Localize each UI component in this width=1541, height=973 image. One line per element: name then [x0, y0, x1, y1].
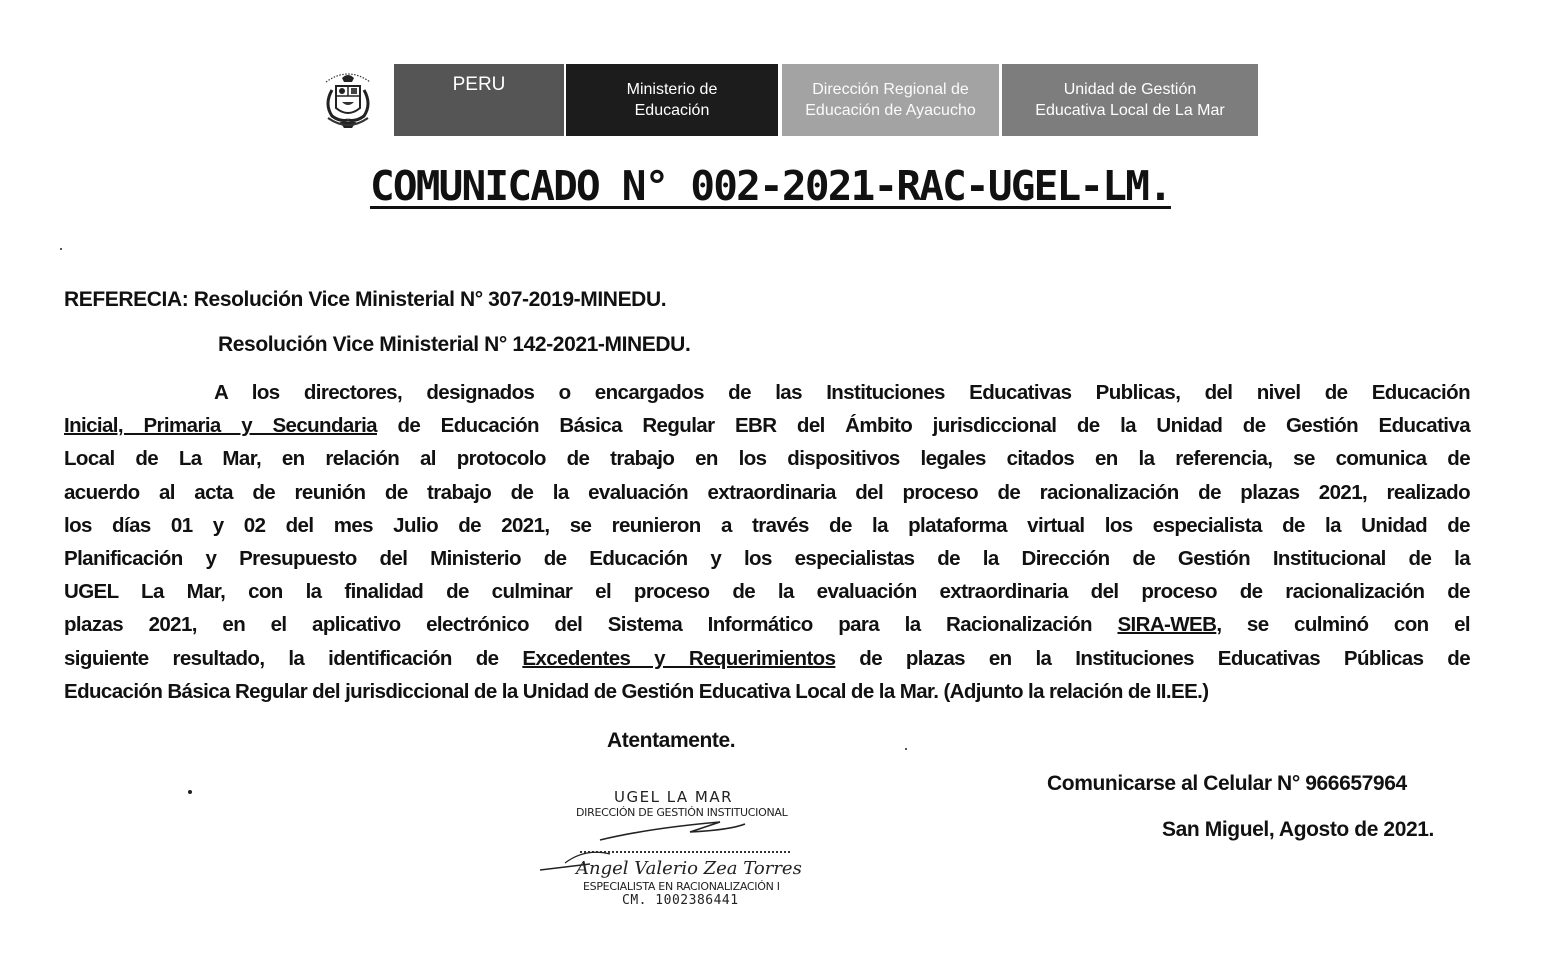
stamp-dept: DIRECCIÓN DE GESTIÓN INSTITUCIONAL: [576, 806, 788, 819]
band-text: Educativa Local de La Mar: [1035, 102, 1225, 119]
body-line: A los directores, designados o encargados de las Instituciones Educativas Publicas, del nivel de Educación: [214, 381, 1470, 404]
body-line: Planificación y Presupuesto del Ministerio de Educación y los especialistas de la Dirección de Gestión Institucional de la: [64, 547, 1470, 571]
body-paragraph: [64, 376, 1470, 708]
band-text: Ministerio de: [626, 81, 718, 98]
stamp-role: ESPECIALISTA EN RACIONALIZACIÓN I: [583, 880, 780, 893]
body-text: de plazas en la Instituciones Educativas Públicas de: [835, 646, 1471, 670]
body-line: Local de La Mar, en relación al protocolo de trabajo en los dispositivos legales citados en la referencia, se comunica de: [64, 447, 1470, 471]
body-line: los días 01 y 02 del mes Julio de 2021, se reunieron a través de la plataforma virtual los especialista de la Unidad de: [64, 513, 1470, 537]
body-text: plazas 2021, en el aplicativo electrónico del Sistema Informático para la Racionalización: [64, 613, 1118, 637]
closing-text: Atentamente.: [607, 729, 736, 752]
place-date: San Miguel, Agosto de 2021.: [1162, 818, 1434, 841]
band-text: Dirección Regional de: [812, 81, 969, 98]
band-text: Educación de Ayacucho: [805, 102, 976, 119]
stamp-name: Angel Valerio Zea Torres: [576, 858, 802, 879]
body-line: Educación Básica Regular del jurisdiccional de la Unidad de Gestión Educativa Local de la Mar. (Adjunto la relación de II.EE.): [64, 679, 1209, 703]
signature-stamp: [540, 788, 820, 918]
header-band-ministerio: [566, 64, 778, 136]
body-text: siguiente resultado, la identificación de: [64, 646, 523, 670]
band-text: Educación: [634, 102, 710, 119]
body-line: [64, 642, 1470, 675]
band-text: Unidad de Gestión: [1063, 81, 1197, 98]
stamp-org: UGEL LA MAR: [614, 788, 734, 806]
underlined-levels: Inicial, Primaria y Secundaria: [64, 414, 377, 438]
body-line: [64, 409, 1470, 442]
header-band-direccion-regional: [782, 64, 999, 136]
stamp-cm: CM. 1002386441: [622, 893, 739, 908]
contact-phone: Comunicarse al Celular N° 966657964: [1047, 772, 1407, 795]
header-band-peru: [394, 64, 564, 136]
underlined-excedentes: Excedentes y Requerimientos: [522, 646, 836, 670]
band-text: PERU: [452, 74, 506, 95]
reference-line-2: Resolución Vice Ministerial N° 142-2021-MINEDU.: [218, 333, 691, 356]
body-line: acuerdo al acta de reunión de trabajo de la evaluación extraordinaria del proceso de racionalización de plazas 2021, realizado: [64, 480, 1470, 504]
body-text: , se culminó con el: [1216, 613, 1470, 637]
body-line: [64, 608, 1470, 641]
peru-coat-of-arms-icon: [312, 60, 384, 137]
scan-speck: [905, 748, 907, 750]
body-line: UGEL La Mar, con la finalidad de culminar el proceso de la evaluación extraordinaria del proceso de racionalización de: [64, 580, 1470, 604]
reference-line-1: REFERECIA: Resolución Vice Ministerial N° 307-2019-MINEDU.: [64, 288, 667, 311]
body-text: de Educación Básica Regular EBR del Ámbito jurisdiccional de la Unidad de Gestión Educativa: [376, 414, 1470, 438]
title-text: COMUNICADO N° 002-2021-RAC-UGEL-LM.: [370, 162, 1171, 210]
institutional-header: [312, 60, 1262, 137]
scan-speck: [60, 248, 62, 250]
header-band-ugel: [1002, 64, 1258, 136]
scan-speck: [188, 790, 192, 794]
document-title: [0, 162, 1541, 210]
underlined-sira-web: SIRA-WEB: [1117, 613, 1217, 637]
